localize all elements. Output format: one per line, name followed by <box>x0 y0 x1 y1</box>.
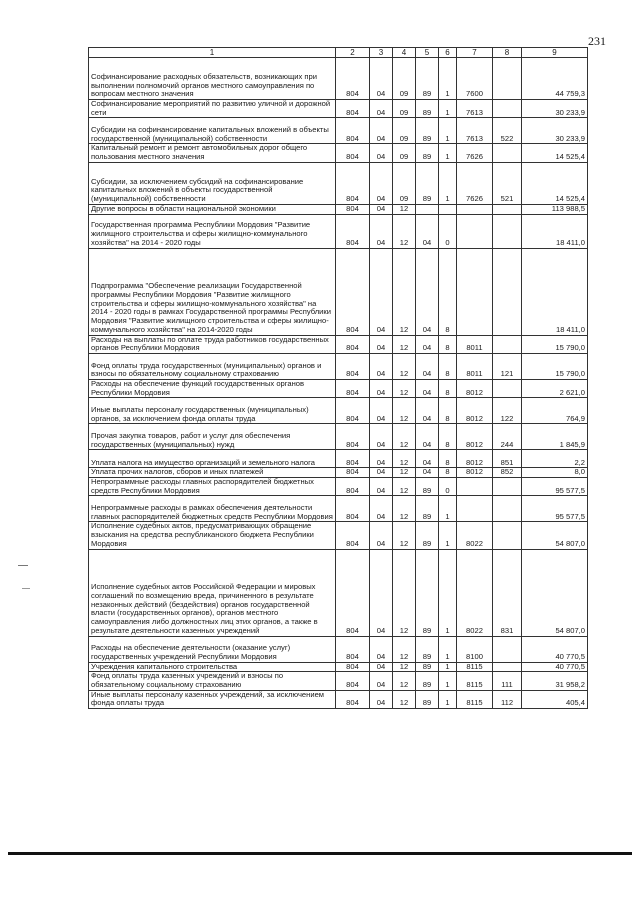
code-cell: 804 <box>336 379 370 397</box>
code-cell: 1 <box>439 162 457 204</box>
code-cell: 04 <box>370 478 393 496</box>
code-cell: 09 <box>393 118 416 144</box>
amount-cell: 18 411,0 <box>522 248 588 335</box>
code-cell <box>493 248 522 335</box>
table-row <box>89 636 588 662</box>
code-cell: 12 <box>393 672 416 690</box>
row-name-cell: Учреждения капитального строительства <box>89 662 336 672</box>
row-name-cell: Уплата налога на имущество организаций и земельного налога <box>89 450 336 468</box>
code-cell: 89 <box>416 549 439 636</box>
code-cell <box>457 496 493 522</box>
amount-cell: 113 988,5 <box>522 204 588 214</box>
code-cell: 804 <box>336 214 370 248</box>
code-cell: 8 <box>439 248 457 335</box>
code-cell: 12 <box>393 204 416 214</box>
code-cell: 89 <box>416 690 439 708</box>
code-cell: 804 <box>336 204 370 214</box>
code-cell: 8 <box>439 353 457 379</box>
code-cell <box>493 496 522 522</box>
code-cell <box>493 144 522 162</box>
row-name-cell: Расходы на обеспечение деятельности (оказание услуг) государственных учреждений Республики Мордовия <box>89 636 336 662</box>
table-row <box>89 100 588 118</box>
amount-cell: 95 577,5 <box>522 496 588 522</box>
table-row <box>89 248 588 335</box>
table-row <box>89 335 588 353</box>
code-cell: 804 <box>336 549 370 636</box>
code-cell: 12 <box>393 450 416 468</box>
code-cell: 8012 <box>457 450 493 468</box>
code-cell: 04 <box>370 100 393 118</box>
code-cell: 04 <box>370 636 393 662</box>
code-cell: 04 <box>370 144 393 162</box>
row-name-cell: Государственная программа Республики Мордовия "Развитие жилищного строительства и сферы жилищно-коммунального хозяйства" на 2014 - 2020 годы <box>89 214 336 248</box>
code-cell: 8 <box>439 424 457 450</box>
column-header: 7 <box>457 48 493 58</box>
code-cell: 1 <box>439 549 457 636</box>
code-cell: 89 <box>416 118 439 144</box>
code-cell: 12 <box>393 248 416 335</box>
code-cell: 7613 <box>457 100 493 118</box>
table-body <box>89 58 588 709</box>
scan-mark <box>18 565 28 566</box>
amount-cell: 14 525,4 <box>522 144 588 162</box>
table-row <box>89 690 588 708</box>
code-cell: 804 <box>336 353 370 379</box>
code-cell: 09 <box>393 100 416 118</box>
table-row <box>89 450 588 468</box>
code-cell: 522 <box>493 118 522 144</box>
code-cell <box>493 100 522 118</box>
code-cell: 04 <box>370 424 393 450</box>
code-cell: 12 <box>393 496 416 522</box>
code-cell: 04 <box>370 398 393 424</box>
code-cell: 04 <box>416 379 439 397</box>
code-cell: 04 <box>416 335 439 353</box>
code-cell: 0 <box>439 214 457 248</box>
table-row <box>89 353 588 379</box>
code-cell: 09 <box>393 162 416 204</box>
code-cell: 89 <box>416 672 439 690</box>
code-cell: 8022 <box>457 522 493 549</box>
code-cell: 804 <box>336 144 370 162</box>
amount-cell: 8,0 <box>522 468 588 478</box>
row-name-cell: Прочая закупка товаров, работ и услуг для обеспечения государственных (муниципальных) нужд <box>89 424 336 450</box>
code-cell: 804 <box>336 58 370 100</box>
amount-cell: 2,2 <box>522 450 588 468</box>
column-header: 8 <box>493 48 522 58</box>
code-cell: 804 <box>336 162 370 204</box>
row-name-cell: Расходы на выплаты по оплате труда работников государственных органов Республики Мордовия <box>89 335 336 353</box>
code-cell: 09 <box>393 58 416 100</box>
code-cell: 804 <box>336 424 370 450</box>
page-number: 231 <box>588 34 606 48</box>
code-cell: 09 <box>393 144 416 162</box>
code-cell: 12 <box>393 379 416 397</box>
row-name-cell: Уплата прочих налогов, сборов и иных платежей <box>89 468 336 478</box>
code-cell: 1 <box>439 672 457 690</box>
code-cell: 8100 <box>457 636 493 662</box>
code-cell: 04 <box>370 672 393 690</box>
row-name-cell: Иные выплаты персоналу казенных учреждений, за исключением фонда оплаты труда <box>89 690 336 708</box>
code-cell <box>493 379 522 397</box>
amount-cell: 44 759,3 <box>522 58 588 100</box>
code-cell: 04 <box>370 118 393 144</box>
code-cell: 04 <box>370 450 393 468</box>
column-header: 6 <box>439 48 457 58</box>
amount-cell: 95 577,5 <box>522 478 588 496</box>
code-cell: 804 <box>336 118 370 144</box>
table-row <box>89 478 588 496</box>
row-name-cell: Исполнение судебных актов Российской Федерации и мировых соглашений по возмещению вреда, причиненного в результате незаконных действий (бездействия) органов государственной власти (государственных органов), органов местного самоуправления либо должностных лиц этих органов, а также в результате деятельности казенных учреждений <box>89 549 336 636</box>
code-cell: 89 <box>416 58 439 100</box>
code-cell: 04 <box>370 58 393 100</box>
row-name-cell: Другие вопросы в области национальной экономики <box>89 204 336 214</box>
column-header: 9 <box>522 48 588 58</box>
code-cell <box>493 636 522 662</box>
code-cell: 12 <box>393 662 416 672</box>
code-cell: 04 <box>370 662 393 672</box>
code-cell: 04 <box>416 214 439 248</box>
code-cell: 12 <box>393 335 416 353</box>
row-name-cell: Подпрограмма "Обеспечение реализации Государственной программы Республики Мордовия "Развитие жилищного строительства и сферы жилищно-коммунального хозяйства" на 2014 - 2020 годы в рамках Государственной программы Республики Мордовия "Развитие жилищного строительства и сферы жилищно-коммунального хозяйства" на 2014-2020 годы <box>89 248 336 335</box>
amount-cell: 764,9 <box>522 398 588 424</box>
code-cell: 112 <box>493 690 522 708</box>
code-cell <box>416 204 439 214</box>
code-cell: 12 <box>393 468 416 478</box>
code-cell: 89 <box>416 162 439 204</box>
amount-cell: 30 233,9 <box>522 118 588 144</box>
column-header: 5 <box>416 48 439 58</box>
table-header-row <box>89 48 588 58</box>
code-cell <box>493 214 522 248</box>
amount-cell: 15 790,0 <box>522 353 588 379</box>
table-row <box>89 424 588 450</box>
code-cell <box>493 204 522 214</box>
code-cell: 244 <box>493 424 522 450</box>
code-cell: 04 <box>416 424 439 450</box>
code-cell: 1 <box>439 496 457 522</box>
code-cell: 89 <box>416 144 439 162</box>
code-cell: 8 <box>439 335 457 353</box>
code-cell: 04 <box>370 248 393 335</box>
code-cell: 89 <box>416 662 439 672</box>
code-cell: 04 <box>370 468 393 478</box>
code-cell: 04 <box>416 353 439 379</box>
code-cell: 04 <box>416 248 439 335</box>
row-name-cell: Непрограммные расходы главных распорядителей бюджетных средств Республики Мордовия <box>89 478 336 496</box>
code-cell: 121 <box>493 353 522 379</box>
code-cell: 804 <box>336 468 370 478</box>
code-cell <box>493 662 522 672</box>
code-cell: 89 <box>416 636 439 662</box>
code-cell: 8011 <box>457 335 493 353</box>
table-row <box>89 522 588 549</box>
code-cell: 521 <box>493 162 522 204</box>
code-cell: 804 <box>336 672 370 690</box>
code-cell: 8115 <box>457 672 493 690</box>
table-row <box>89 379 588 397</box>
row-name-cell: Расходы на обеспечение функций государственных органов Республики Мордовия <box>89 379 336 397</box>
code-cell: 8 <box>439 450 457 468</box>
table-row <box>89 144 588 162</box>
code-cell <box>493 335 522 353</box>
code-cell: 7600 <box>457 58 493 100</box>
code-cell: 8012 <box>457 398 493 424</box>
code-cell: 8011 <box>457 353 493 379</box>
row-name-cell: Субсидии на софинансирование капитальных вложений в объекты государственной (муниципальной) собственности <box>89 118 336 144</box>
code-cell: 851 <box>493 450 522 468</box>
code-cell: 04 <box>370 379 393 397</box>
code-cell: 8115 <box>457 690 493 708</box>
code-cell: 04 <box>370 353 393 379</box>
scan-mark <box>22 588 30 589</box>
code-cell: 8 <box>439 468 457 478</box>
code-cell <box>493 522 522 549</box>
amount-cell: 405,4 <box>522 690 588 708</box>
code-cell: 804 <box>336 248 370 335</box>
code-cell <box>457 204 493 214</box>
table-row <box>89 672 588 690</box>
code-cell: 04 <box>416 398 439 424</box>
code-cell: 7626 <box>457 144 493 162</box>
code-cell: 8 <box>439 379 457 397</box>
budget-table <box>88 47 588 709</box>
code-cell: 04 <box>370 549 393 636</box>
column-header: 1 <box>89 48 336 58</box>
code-cell: 12 <box>393 522 416 549</box>
code-cell: 89 <box>416 100 439 118</box>
code-cell: 12 <box>393 398 416 424</box>
code-cell: 12 <box>393 690 416 708</box>
code-cell: 89 <box>416 522 439 549</box>
row-name-cell: Непрограммные расходы в рамках обеспечения деятельности главных распорядителей бюджетных средств Республики Мордовия <box>89 496 336 522</box>
code-cell: 122 <box>493 398 522 424</box>
code-cell: 831 <box>493 549 522 636</box>
code-cell: 1 <box>439 690 457 708</box>
table-row <box>89 549 588 636</box>
code-cell: 12 <box>393 549 416 636</box>
code-cell: 04 <box>416 468 439 478</box>
code-cell: 804 <box>336 398 370 424</box>
code-cell <box>439 204 457 214</box>
amount-cell: 54 807,0 <box>522 549 588 636</box>
code-cell: 804 <box>336 335 370 353</box>
code-cell: 04 <box>370 690 393 708</box>
code-cell: 804 <box>336 690 370 708</box>
table-row <box>89 398 588 424</box>
code-cell: 04 <box>370 162 393 204</box>
code-cell <box>457 248 493 335</box>
code-cell: 04 <box>416 450 439 468</box>
code-cell: 852 <box>493 468 522 478</box>
code-cell: 12 <box>393 214 416 248</box>
code-cell: 7613 <box>457 118 493 144</box>
code-cell: 04 <box>370 522 393 549</box>
code-cell <box>493 478 522 496</box>
code-cell: 04 <box>370 496 393 522</box>
code-cell: 804 <box>336 662 370 672</box>
table-row <box>89 214 588 248</box>
code-cell: 89 <box>416 478 439 496</box>
table-row <box>89 496 588 522</box>
code-cell: 8022 <box>457 549 493 636</box>
table-row <box>89 58 588 100</box>
code-cell: 1 <box>439 100 457 118</box>
code-cell: 804 <box>336 496 370 522</box>
code-cell: 1 <box>439 636 457 662</box>
code-cell <box>457 478 493 496</box>
code-cell: 1 <box>439 522 457 549</box>
code-cell: 1 <box>439 118 457 144</box>
amount-cell: 40 770,5 <box>522 636 588 662</box>
code-cell: 804 <box>336 522 370 549</box>
code-cell: 04 <box>370 214 393 248</box>
amount-cell: 18 411,0 <box>522 214 588 248</box>
code-cell: 1 <box>439 662 457 672</box>
table-row <box>89 162 588 204</box>
row-name-cell: Субсидии, за исключением субсидий на софинансирование капитальных вложений в объекты государственной (муниципальной) собственности <box>89 162 336 204</box>
amount-cell: 40 770,5 <box>522 662 588 672</box>
code-cell: 04 <box>370 335 393 353</box>
footer-rule <box>8 852 632 855</box>
amount-cell: 2 621,0 <box>522 379 588 397</box>
amount-cell: 54 807,0 <box>522 522 588 549</box>
table-row <box>89 204 588 214</box>
code-cell: 8012 <box>457 424 493 450</box>
row-name-cell: Фонд оплаты труда казенных учреждений и взносы по обязательному социальному страхованию <box>89 672 336 690</box>
code-cell: 0 <box>439 478 457 496</box>
code-cell: 04 <box>370 204 393 214</box>
code-cell: 8012 <box>457 379 493 397</box>
code-cell: 8012 <box>457 468 493 478</box>
table-row <box>89 118 588 144</box>
code-cell <box>493 58 522 100</box>
row-name-cell: Иные выплаты персоналу государственных (муниципальных) органов, за исключением фонда оплаты труда <box>89 398 336 424</box>
code-cell: 12 <box>393 478 416 496</box>
row-name-cell: Капитальный ремонт и ремонт автомобильных дорог общего пользования местного значения <box>89 144 336 162</box>
code-cell: 12 <box>393 636 416 662</box>
amount-cell: 1 845,9 <box>522 424 588 450</box>
code-cell: 111 <box>493 672 522 690</box>
code-cell: 12 <box>393 353 416 379</box>
code-cell: 7626 <box>457 162 493 204</box>
column-header: 4 <box>393 48 416 58</box>
code-cell: 804 <box>336 478 370 496</box>
amount-cell: 31 958,2 <box>522 672 588 690</box>
row-name-cell: Исполнение судебных актов, предусматривающих обращение взыскания на средства республиканского бюджета Республики Мордовия <box>89 522 336 549</box>
code-cell: 12 <box>393 424 416 450</box>
amount-cell: 14 525,4 <box>522 162 588 204</box>
row-name-cell: Софинансирование расходных обязательств, возникающих при выполнении полномочий органов местного самоуправления по вопросам местного значения <box>89 58 336 100</box>
code-cell: 804 <box>336 636 370 662</box>
code-cell: 1 <box>439 144 457 162</box>
code-cell: 804 <box>336 100 370 118</box>
row-name-cell: Софинансирование мероприятий по развитию уличной и дорожной сети <box>89 100 336 118</box>
code-cell <box>457 214 493 248</box>
column-header: 3 <box>370 48 393 58</box>
code-cell: 8115 <box>457 662 493 672</box>
code-cell: 89 <box>416 496 439 522</box>
column-header: 2 <box>336 48 370 58</box>
code-cell: 804 <box>336 450 370 468</box>
code-cell: 8 <box>439 398 457 424</box>
amount-cell: 15 790,0 <box>522 335 588 353</box>
amount-cell: 30 233,9 <box>522 100 588 118</box>
row-name-cell: Фонд оплаты труда государственных (муниципальных) органов и взносы по обязательному социальному страхованию <box>89 353 336 379</box>
code-cell: 1 <box>439 58 457 100</box>
